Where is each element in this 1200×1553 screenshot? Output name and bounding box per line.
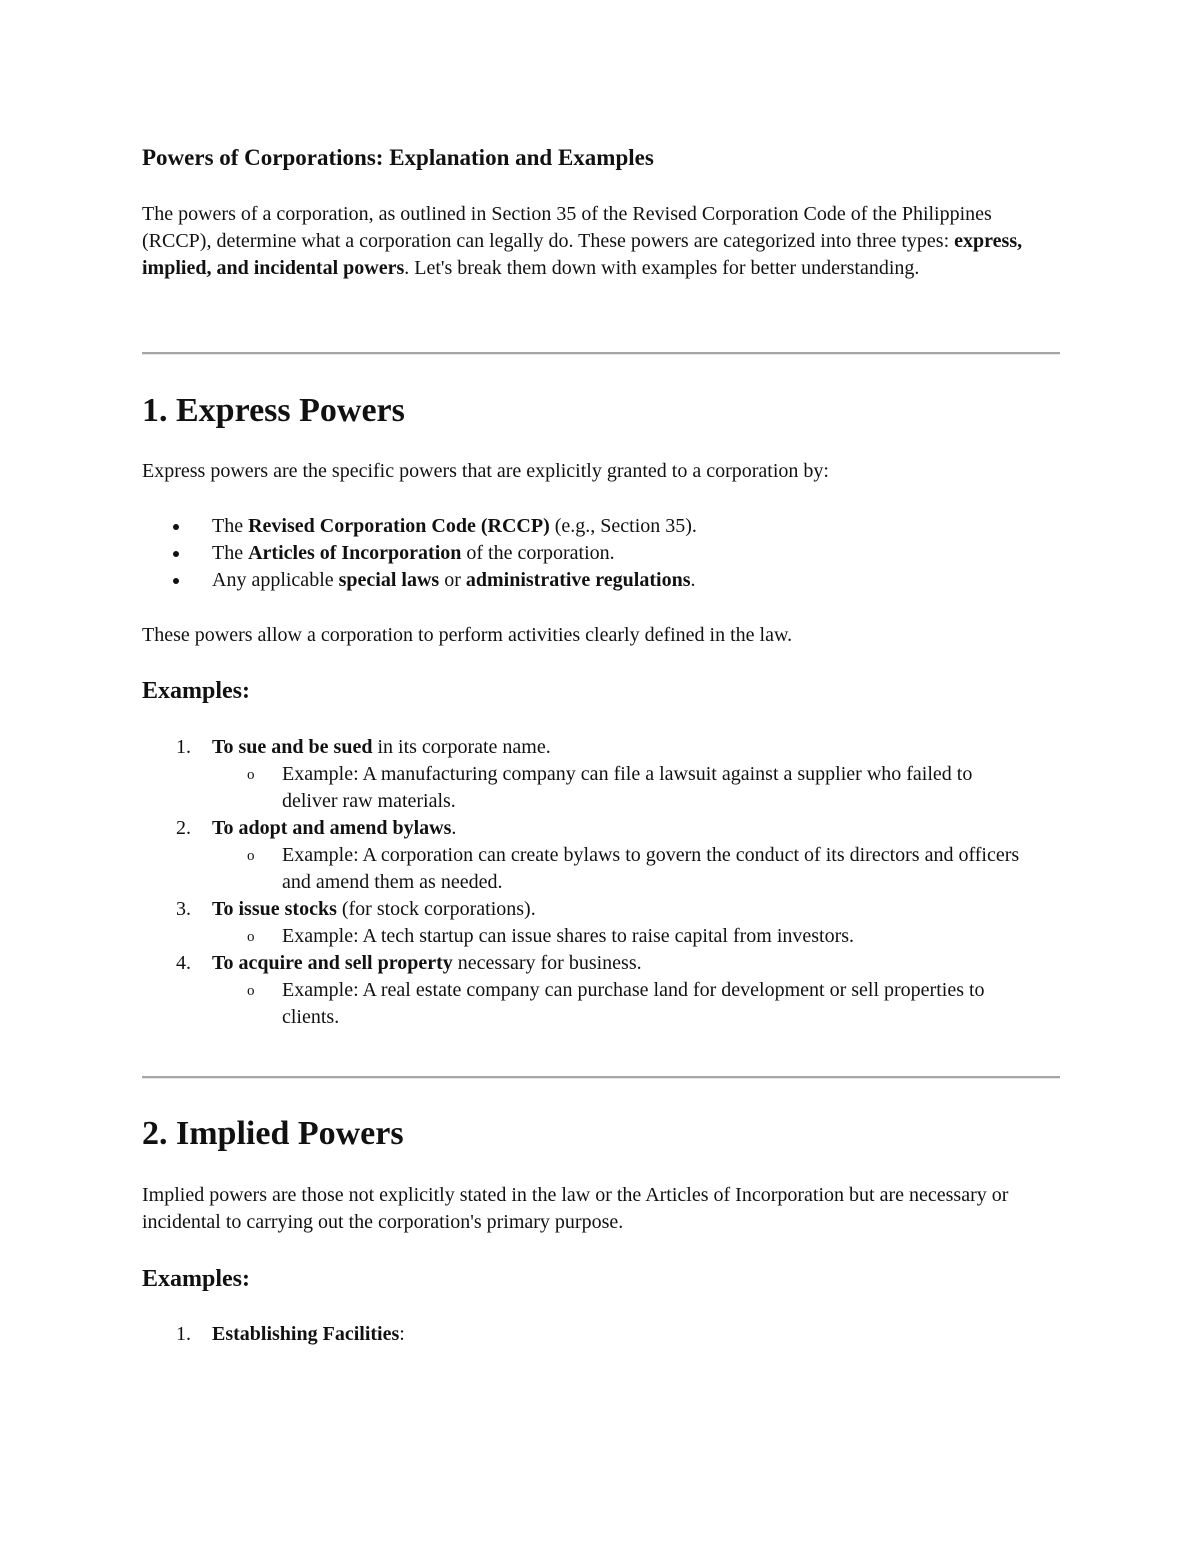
- list-number: 4.: [176, 952, 191, 974]
- list-item: Any applicable special laws or administrative regulations.: [142, 567, 1060, 594]
- list-number: 3.: [176, 898, 191, 920]
- express-examples-list: [142, 734, 1060, 1031]
- circle-bullet-icon: o: [247, 929, 255, 945]
- implied-examples-heading: Examples:: [142, 1266, 250, 1292]
- intro-text-1: The powers of a corporation, as outlined in Section 35 of the Revised Corporation Code of the Philippines (RCCP), determine what a corporation can legally do. These powers are categorized into three types:: [142, 203, 992, 252]
- express-powers-closing: These powers allow a corporation to perform activities clearly defined in the law.: [142, 624, 793, 646]
- bullet-icon: [173, 524, 179, 530]
- document-title: Powers of Corporations: Explanation and Examples: [142, 145, 654, 170]
- express-sources-list: [142, 513, 1060, 594]
- list-item: The Articles of Incorporation of the corporation.: [142, 540, 1060, 567]
- bullet-icon: [173, 578, 179, 584]
- circle-bullet-icon: o: [247, 983, 255, 999]
- list-item: 3. To issue stocks (for stock corporations). o Example: A tech startup can issue shares to raise capital from investors.: [142, 896, 1060, 950]
- list-item: 4. To acquire and sell property necessary for business. o Example: A real estate company can purchase land for development or sell properties to clients.: [142, 950, 1060, 1031]
- implied-powers-lead: Implied powers are those not explicitly stated in the law or the Articles of Incorporation but are necessary or incidental to carrying out the corporation's primary purpose.: [142, 1184, 1009, 1233]
- horizontal-rule-2: [142, 1076, 1060, 1079]
- list-item: 1. Establishing Facilities:: [142, 1321, 1060, 1348]
- express-powers-lead: Express powers are the specific powers that are explicitly granted to a corporation by:: [142, 460, 829, 482]
- implied-powers-heading: 2. Implied Powers: [142, 1115, 404, 1152]
- circle-bullet-icon: o: [247, 767, 255, 783]
- intro-paragraph: [142, 201, 1060, 282]
- express-examples-heading: Examples:: [142, 678, 250, 704]
- example-sub-item: o Example: A real estate company can purchase land for development or sell properties to clients.: [247, 979, 985, 1028]
- example-sub-item: o Example: A corporation can create bylaws to govern the conduct of its directors and officers and amend them as needed.: [247, 844, 1020, 893]
- implied-examples-list: [142, 1321, 1060, 1348]
- intro-bold-types: express, implied, and incidental powers: [142, 230, 1023, 279]
- express-powers-heading: 1. Express Powers: [142, 392, 405, 429]
- list-item: 2. To adopt and amend bylaws. o Example: A corporation can create bylaws to govern the conduct of its directors and officers and amend them as needed.: [142, 815, 1060, 896]
- intro-text-2: . Let's break them down with examples for better understanding.: [404, 257, 920, 279]
- list-number: 2.: [176, 817, 191, 839]
- list-item: The Revised Corporation Code (RCCP) (e.g., Section 35).: [142, 513, 1060, 540]
- list-number: 1.: [176, 1323, 191, 1345]
- list-number: 1.: [176, 736, 191, 758]
- circle-bullet-icon: o: [247, 848, 255, 864]
- example-sub-item: o Example: A tech startup can issue shares to raise capital from investors.: [212, 923, 1022, 950]
- list-item: 1. To sue and be sued in its corporate name. o Example: A manufacturing company can file a lawsuit against a supplier who failed to deliver raw materials.: [142, 734, 1060, 815]
- bullet-icon: [173, 551, 179, 557]
- example-sub-item: o Example: A manufacturing company can file a lawsuit against a supplier who failed to deliver raw materials.: [247, 763, 973, 812]
- horizontal-rule-1: [142, 352, 1060, 355]
